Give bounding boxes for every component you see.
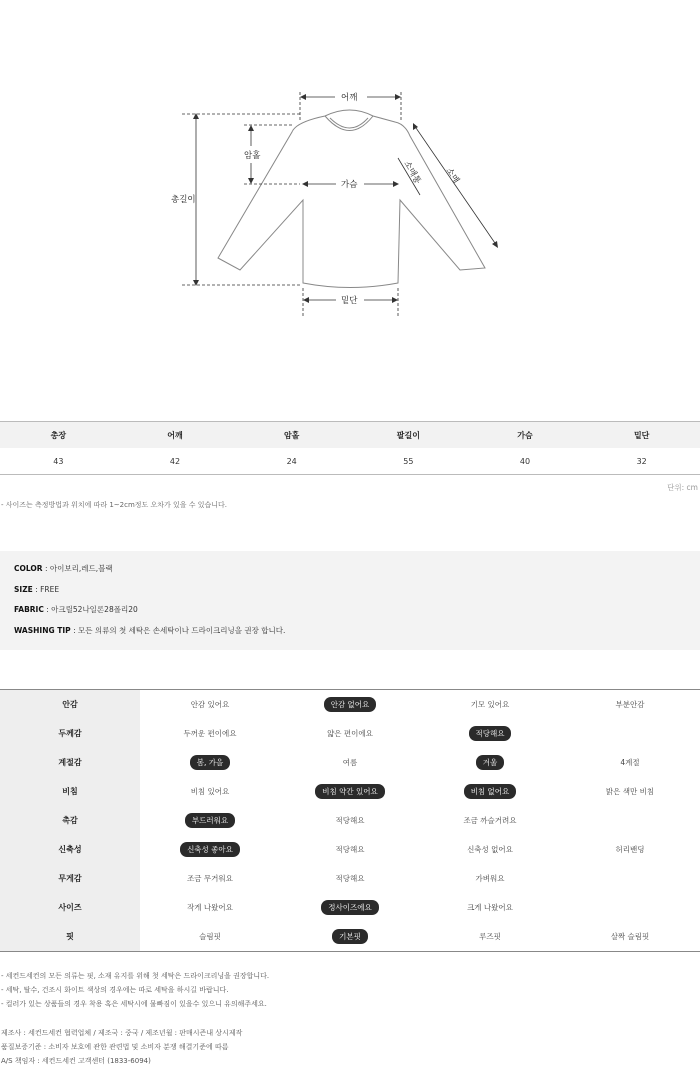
fit-row xyxy=(0,835,700,864)
fit-option-cell xyxy=(560,864,700,893)
label-armhole: 암홀 xyxy=(244,151,261,161)
arrow-heads xyxy=(193,94,498,303)
fit-row-heading: 핏 xyxy=(0,922,140,951)
fit-table xyxy=(0,689,700,952)
fit-row-heading: 비침 xyxy=(0,777,140,806)
fit-option: 부분안감 xyxy=(615,700,645,709)
size-header-cell: 팔길이 xyxy=(396,430,420,440)
fit-option-cell xyxy=(560,893,700,922)
fit-option: 조금 무거워요 xyxy=(187,874,233,883)
fit-option-cell xyxy=(280,835,420,864)
maker-info xyxy=(1,1026,242,1068)
fit-option: 크게 나왔어요 xyxy=(467,903,513,912)
fit-row xyxy=(0,748,700,777)
size-value-cell: 55 xyxy=(403,456,414,466)
fit-option-cell xyxy=(280,748,420,777)
fit-option: 여름 xyxy=(342,758,358,767)
color-info xyxy=(14,564,700,585)
care-notes xyxy=(1,969,269,1011)
label-sleeve-width: 소매통 xyxy=(401,159,423,186)
fit-option: 조금 까슬거려요 xyxy=(463,816,517,825)
sweater-outline xyxy=(218,110,485,288)
maker-line: 제조사 : 세컨드세컨 협력업체 / 제조국 : 중국 / 제조년월 : 판매시즌내 상시제작 xyxy=(1,1029,243,1037)
fit-option: 허리밴딩 xyxy=(615,845,645,854)
fit-option-selected: 겨울 xyxy=(476,755,505,770)
fit-option: 적당해요 xyxy=(335,816,365,825)
fit-option-cell xyxy=(560,806,700,835)
fit-row xyxy=(0,922,700,951)
size-header-cell: 총장 xyxy=(50,430,67,440)
color-value: : 아이보리,레드,블랙 xyxy=(44,564,113,573)
label-sleeve: 소매 xyxy=(443,166,461,186)
fit-option: 밝은 색만 비침 xyxy=(605,787,655,796)
label-chest: 가슴 xyxy=(341,180,358,190)
fit-option: 적당해요 xyxy=(335,845,365,854)
fit-option: 두꺼운 편이에요 xyxy=(183,729,237,738)
fit-row xyxy=(0,893,700,922)
fit-option-cell xyxy=(140,690,280,719)
fit-option-cell xyxy=(560,835,700,864)
fit-row xyxy=(0,690,700,719)
maker-line: A/S 책임자 : 세컨드세컨 고객센터 (1833-6094) xyxy=(1,1057,151,1065)
size-value-cell: 24 xyxy=(286,456,297,466)
size-table xyxy=(0,421,700,475)
fabric-info xyxy=(14,605,700,626)
fit-option-cell xyxy=(280,777,420,806)
fit-option-cell xyxy=(140,777,280,806)
fit-option-selected: 비침 없어요 xyxy=(464,784,517,799)
size-label: SIZE xyxy=(14,584,33,594)
fit-row xyxy=(0,777,700,806)
size-value-cell: 43 xyxy=(53,456,64,466)
fit-option: 슬림핏 xyxy=(199,932,221,941)
fit-option-cell xyxy=(280,864,420,893)
fit-row xyxy=(0,719,700,748)
fit-option-selected: 기본핏 xyxy=(332,929,368,944)
fit-row-heading: 두께감 xyxy=(0,719,140,748)
unit-label: 단위: cm xyxy=(667,483,698,492)
fit-option-selected: 봄, 가을 xyxy=(190,755,231,770)
size-value-cell: 42 xyxy=(169,456,181,466)
fit-option-cell xyxy=(280,806,420,835)
fit-option-cell xyxy=(560,748,700,777)
washing-info xyxy=(14,626,700,647)
fit-option: 얇은 편이에요 xyxy=(327,729,373,738)
fit-row-heading: 신축성 xyxy=(0,835,140,864)
size-value-cell: 32 xyxy=(636,456,647,466)
fit-option: 작게 나왔어요 xyxy=(187,903,233,912)
fit-option-cell xyxy=(280,719,420,748)
fit-option-cell xyxy=(140,748,280,777)
fabric-value: : 아크릴52나일론28폴리20 xyxy=(46,605,138,614)
fit-row-heading: 무게감 xyxy=(0,864,140,893)
fit-option-cell xyxy=(420,777,560,806)
fit-row-heading: 사이즈 xyxy=(0,893,140,922)
fit-option-selected: 신축성 좋아요 xyxy=(180,842,240,857)
size-header-cell: 암홀 xyxy=(283,430,300,440)
fit-option: 가벼워요 xyxy=(475,874,505,883)
fit-option: 신축성 없어요 xyxy=(467,845,513,854)
fit-option-cell xyxy=(560,922,700,951)
size-note: - 사이즈는 측정방법과 위치에 따라 1~2cm정도 오차가 있을 수 있습니다. xyxy=(1,501,228,509)
fit-option-cell xyxy=(140,835,280,864)
size-header-cell: 밑단 xyxy=(633,430,650,440)
fit-option-cell xyxy=(420,864,560,893)
washing-value: : 모든 의류의 첫 세탁은 손세탁이나 드라이크리닝을 권장 합니다. xyxy=(73,625,286,635)
fit-option: 적당해요 xyxy=(335,874,365,883)
garment-measurement-diagram xyxy=(0,0,700,340)
fit-row-heading: 계절감 xyxy=(0,748,140,777)
fit-option-cell xyxy=(420,835,560,864)
fit-option-cell xyxy=(420,748,560,777)
fit-option-cell xyxy=(140,719,280,748)
fit-option-cell xyxy=(280,690,420,719)
fit-option: 루즈핏 xyxy=(479,932,501,941)
fit-option: 살짝 슬림핏 xyxy=(610,932,650,941)
color-label: COLOR xyxy=(14,564,43,573)
fit-option: 안감 있어요 xyxy=(190,700,230,709)
fit-option: 비침 있어요 xyxy=(190,787,230,796)
fit-option-cell xyxy=(560,777,700,806)
fit-option-cell xyxy=(140,893,280,922)
fit-option: 기모 있어요 xyxy=(470,700,510,709)
fit-option: 4계절 xyxy=(620,758,640,767)
fit-option-cell xyxy=(280,893,420,922)
fit-row-heading: 안감 xyxy=(0,690,140,719)
fit-option-selected: 비침 약간 있어요 xyxy=(315,784,384,799)
fit-option-selected: 적당해요 xyxy=(469,726,512,741)
fit-option-cell xyxy=(560,719,700,748)
fit-option-cell xyxy=(560,690,700,719)
fit-option-cell xyxy=(280,922,420,951)
size-value-cell: 40 xyxy=(519,456,531,466)
fit-row xyxy=(0,806,700,835)
product-info-box xyxy=(0,551,700,650)
size-info xyxy=(14,585,700,606)
size-header-cell: 어깨 xyxy=(167,430,183,440)
care-note: - 세컨드세컨의 모든 의류는 핏, 소재 유지를 위해 첫 세탁은 드라이크리닝을 권장합니다. xyxy=(1,972,270,980)
fit-option-cell xyxy=(140,864,280,893)
fit-row-heading: 촉감 xyxy=(0,806,140,835)
fit-option-cell xyxy=(420,893,560,922)
size-table-header xyxy=(0,422,700,448)
fit-option-cell xyxy=(420,719,560,748)
size-table-row xyxy=(0,448,700,474)
label-hem: 밑단 xyxy=(341,296,358,306)
maker-line: 품질보증기준 : 소비자 보호에 관한 관련법 및 소비자 분쟁 해결기준에 따름 xyxy=(1,1043,229,1051)
fabric-label: FABRIC xyxy=(14,605,44,614)
fit-option-cell xyxy=(420,922,560,951)
fit-option-cell xyxy=(140,806,280,835)
label-shoulder: 어깨 xyxy=(341,93,358,103)
care-note: - 컬러가 있는 상품들의 경우 착용 혹은 세탁시에 물빠짐이 있을수 있으니 유의해주세요. xyxy=(1,1000,267,1008)
fit-option-selected: 안감 없어요 xyxy=(324,697,377,712)
fit-option-selected: 정사이즈에요 xyxy=(321,900,378,915)
size-value: : FREE xyxy=(35,584,60,594)
size-header-cell: 가슴 xyxy=(517,430,533,440)
fit-option-cell xyxy=(140,922,280,951)
washing-label: WASHING TIP xyxy=(14,625,71,635)
label-total-length: 총길이 xyxy=(171,195,196,205)
fit-row xyxy=(0,864,700,893)
fit-option-cell xyxy=(420,806,560,835)
fit-option-cell xyxy=(420,690,560,719)
fit-option-selected: 부드러워요 xyxy=(185,813,235,828)
care-note: - 세탁, 탈수, 건조시 화이트 색상의 경우에는 따로 세탁을 하시길 바랍니다. xyxy=(1,986,229,994)
